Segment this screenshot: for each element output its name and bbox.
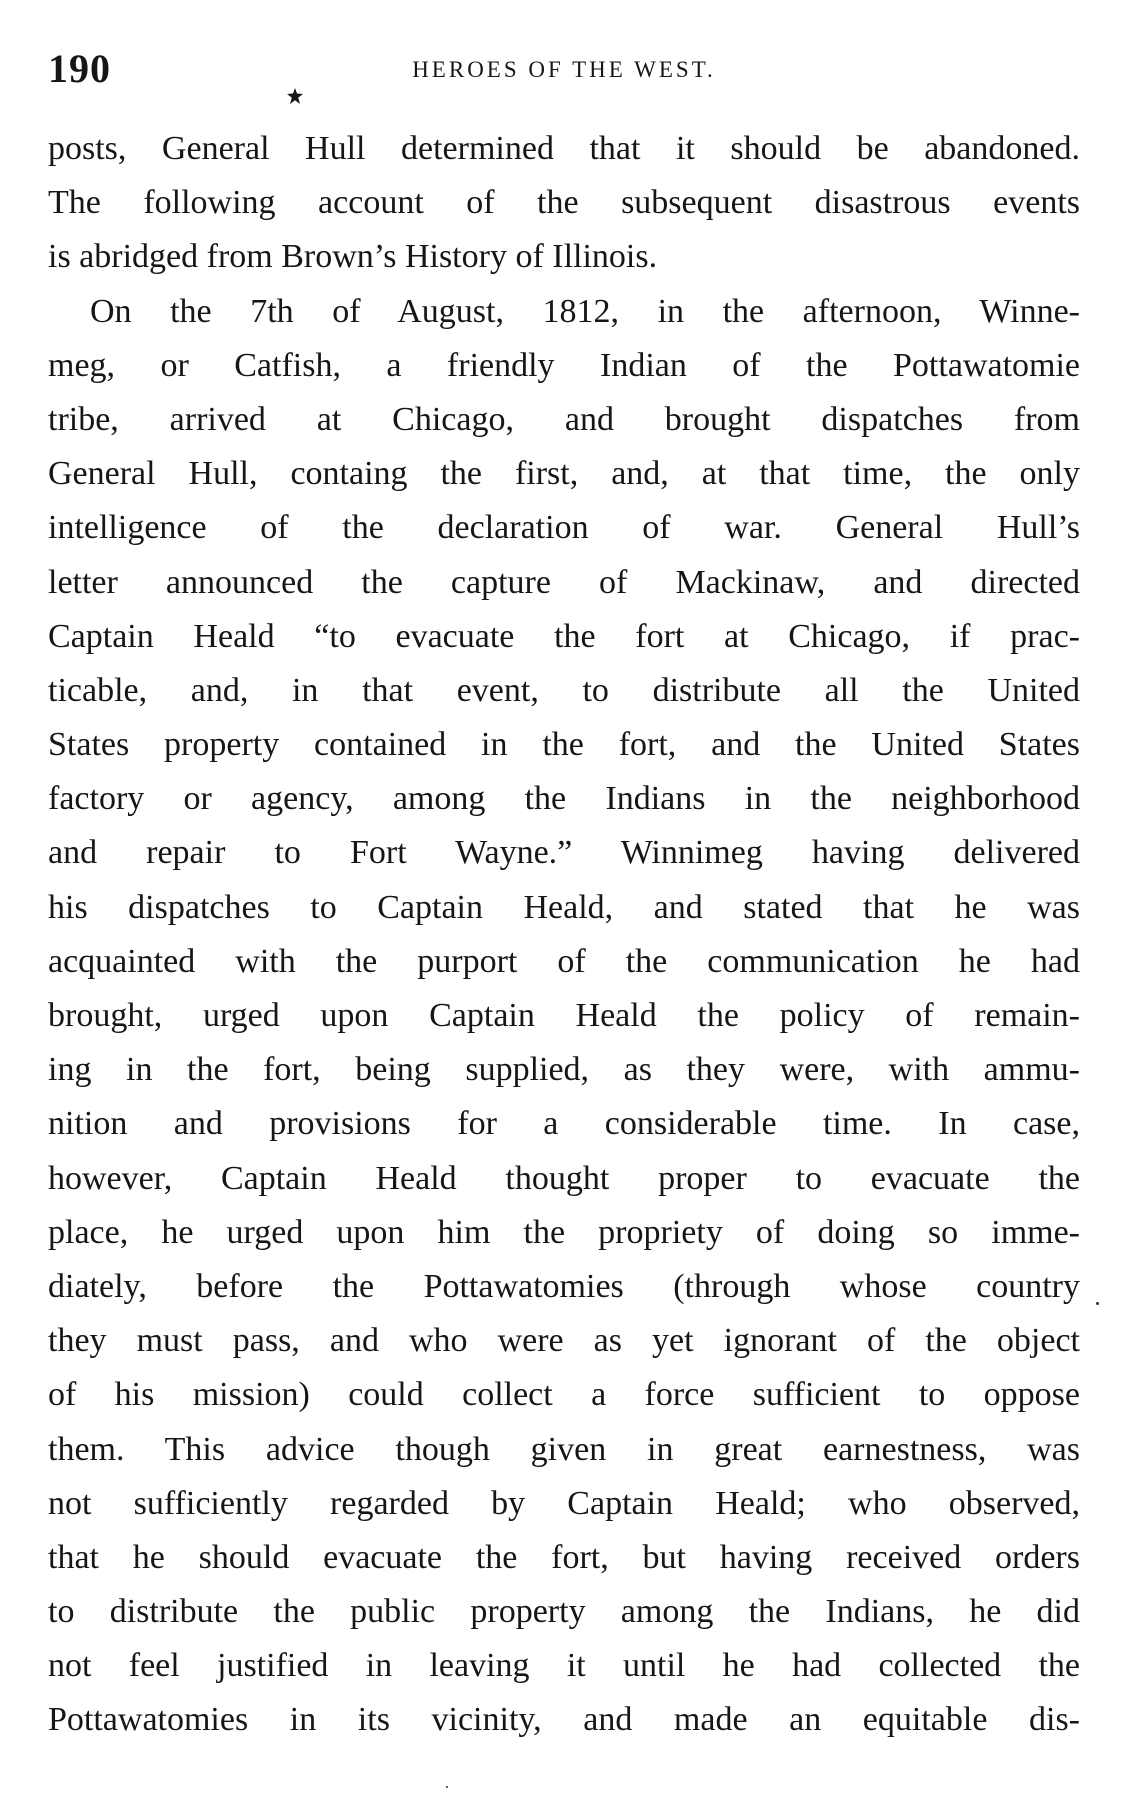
text-line: place, he urged upon him the propriety of doing so imme- — [48, 1213, 1080, 1251]
text-line: States property contained in the fort, and the United States — [48, 726, 1080, 764]
text-line: Captain Heald “to evacuate the fort at Chicago, if prac- — [48, 617, 1080, 655]
text-line: however, Captain Heald thought proper to evacuate the — [48, 1159, 1080, 1197]
text-line: factory or agency, among the Indians in the neighborhood — [48, 780, 1080, 818]
text-line: ing in the fort, being supplied, as they were, with ammu- — [48, 1051, 1080, 1089]
text-line: his dispatches to Captain Heald, and stated that he was — [48, 888, 1080, 926]
page-header — [48, 44, 1080, 94]
text-line: posts, General Hull determined that it should be abandoned. — [48, 130, 1080, 167]
text-line: not sufficiently regarded by Captain Heald; who observed, — [48, 1484, 1080, 1522]
page-number: 190 — [48, 46, 111, 91]
text-line: acquainted with the purport of the communication he had — [48, 942, 1080, 980]
body-text — [48, 122, 1080, 1748]
text-line: nition and provisions for a considerable time. In case, — [48, 1105, 1080, 1143]
text-line: that he should evacuate the fort, but having received orders — [48, 1538, 1080, 1576]
text-line: not feel justified in leaving it until he had collected the — [48, 1647, 1080, 1685]
text-line: to distribute the public property among the Indians, he did — [48, 1593, 1080, 1631]
text-line: they must pass, and who were as yet ignorant of the object — [48, 1322, 1080, 1360]
paragraph-start-line: On the 7th of August, 1812, in the afternoon, Winne- — [90, 292, 1080, 330]
text-line: General Hull, containg the first, and, at that time, the only — [48, 455, 1080, 493]
star-ornament-icon — [287, 88, 303, 104]
print-speck — [1096, 1302, 1099, 1305]
text-line: and repair to Fort Wayne.” Winnimeg having delivered — [48, 834, 1080, 872]
text-line: intelligence of the declaration of war. General Hull’s — [48, 509, 1080, 547]
text-line: tribe, arrived at Chicago, and brought dispatches from — [48, 400, 1080, 438]
text-line: brought, urged upon Captain Heald the policy of remain- — [48, 997, 1080, 1034]
text-line: diately, before the Pottawatomies (through whose country — [48, 1267, 1080, 1305]
text-line: letter announced the capture of Mackinaw, and directed — [48, 563, 1080, 601]
text-line: The following account of the subsequent disastrous events — [48, 184, 1080, 222]
text-line: meg, or Catfish, a friendly Indian of the Pottawatomie — [48, 346, 1080, 384]
text-line: Pottawatomies in its vicinity, and made an equitable dis- — [48, 1701, 1080, 1739]
text-line: is abridged from Brown’s History of Illinois. — [48, 238, 658, 276]
text-line: them. This advice though given in great earnestness, was — [48, 1430, 1080, 1468]
running-head: HEROES OF THE WEST. — [412, 57, 716, 82]
text-line: of his mission) could collect a force sufficient to oppose — [48, 1376, 1080, 1414]
text-line: ticable, and, in that event, to distribute all the United — [48, 671, 1080, 709]
print-speck — [446, 1786, 448, 1788]
